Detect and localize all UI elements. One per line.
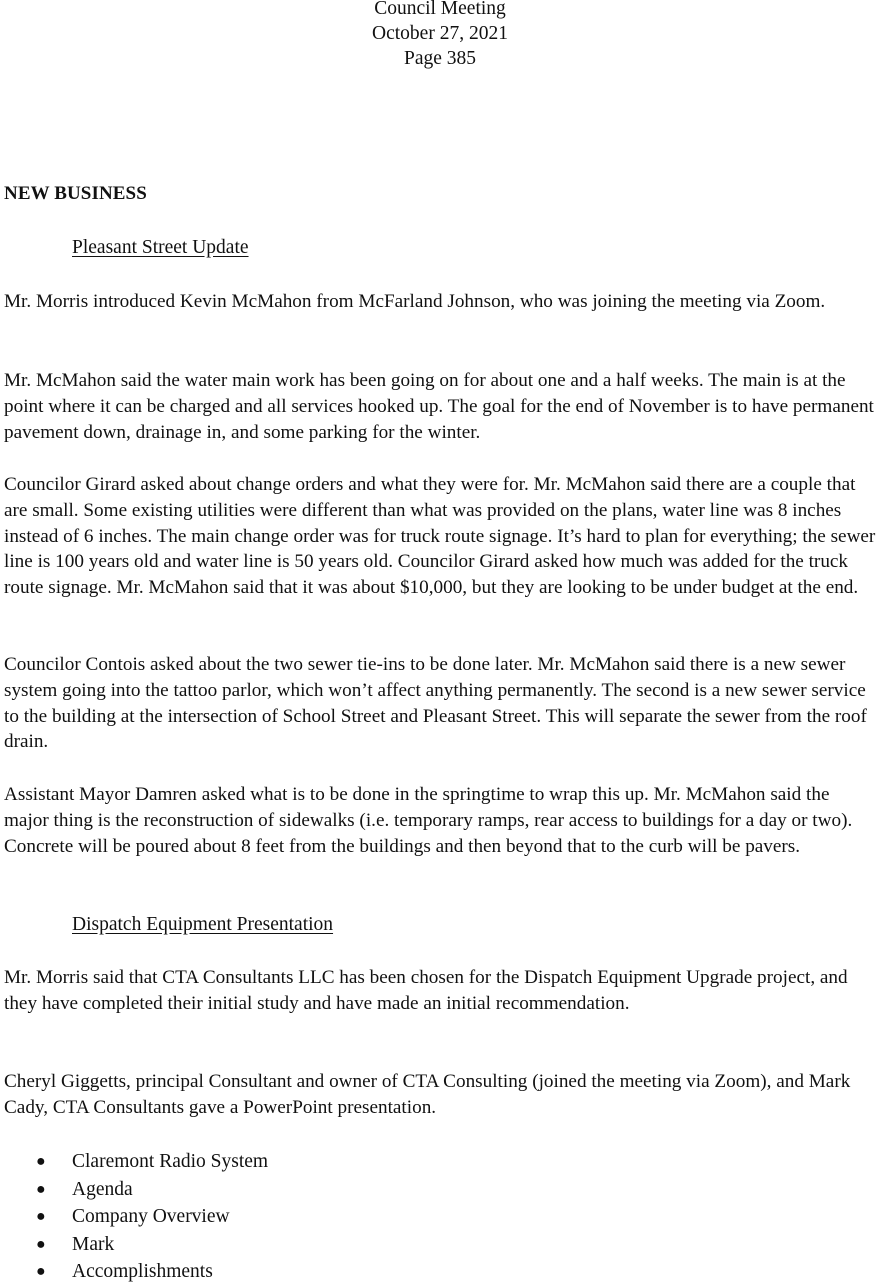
header-page-number: Page 385 bbox=[403, 48, 477, 69]
header-meeting-date: October 27, 2021 bbox=[372, 23, 508, 44]
bullet-icon: ● bbox=[36, 1180, 46, 1198]
header-meeting-title: Council Meeting bbox=[374, 0, 506, 19]
subsection-title-pleasant-street: Pleasant Street Update bbox=[72, 237, 249, 258]
list-item: ● Company Overview bbox=[0, 1203, 268, 1231]
section-heading-new-business: NEW BUSINESS bbox=[4, 183, 147, 204]
subsection-title-dispatch-equipment: Dispatch Equipment Presentation bbox=[72, 914, 334, 935]
presentation-topics-list bbox=[0, 1148, 268, 1286]
bullet-icon: ● bbox=[36, 1208, 46, 1226]
paragraph-sewer-tie-ins: Councilor Contois asked about the two sewer tie-ins to be done later. Mr. McMahon said there is a new sewer system going into the tattoo parlor, which won’t affect anything permanently. The second is a new sewer service to the building at the intersection of School Street and Pleasant Street. This will separate the sewer from the roof drain. bbox=[4, 654, 867, 753]
list-item: ● Agenda bbox=[0, 1176, 268, 1204]
paragraph-intro-mcmahon: Mr. Morris introduced Kevin McMahon from McFarland Johnson, who was joining the meeting via Zoom. bbox=[4, 291, 826, 312]
paragraph-water-main: Mr. McMahon said the water main work has been going on for about one and a half weeks. The main is at the point where it can be charged and all services hooked up. The goal for the end of November is to have permanent pavement down, drainage in, and some parking for the winter. bbox=[4, 370, 874, 443]
list-item: ● Accomplishments bbox=[0, 1258, 268, 1286]
list-item: ● Mark bbox=[0, 1231, 268, 1259]
paragraph-change-orders: Councilor Girard asked about change orders and what they were for. Mr. McMahon said there are a couple that are small. Some existing utilities were different than what was provided on the plans, water line was 8 inches instead of 6 inches. The main change order was for truck route signage. It’s hard to plan for everything; the sewer line is 100 years old and water line is 50 years old. Councilor Girard asked how much was added for the truck route signage. Mr. McMahon said that it was about $10,000, but they are looking to be under budget at the end. bbox=[4, 474, 876, 599]
paragraph-springtime-work: Assistant Mayor Damren asked what is to be done in the springtime to wrap this up. Mr. McMahon said the major thing is the reconstruction of sidewalks (i.e. temporary ramps, rear access to buildings for a day or two). Concrete will be poured about 8 feet from the buildings and then beyond that to the curb will be pavers. bbox=[4, 784, 853, 857]
paragraph-cta-chosen: Mr. Morris said that CTA Consultants LLC has been chosen for the Dispatch Equipment Upgrade project, and they have completed their initial study and have made an initial recommendation. bbox=[4, 967, 848, 1014]
bullet-icon: ● bbox=[36, 1153, 46, 1170]
bullet-icon: ● bbox=[36, 1263, 46, 1281]
paragraph-presentation: Cheryl Giggetts, principal Consultant and owner of CTA Consulting (joined the meeting via Zoom), and Mark Cady, CTA Consultants gave a PowerPoint presentation. bbox=[4, 1071, 851, 1118]
bullet-icon: ● bbox=[36, 1235, 46, 1253]
page-header bbox=[0, 0, 880, 71]
list-item: ● Claremont Radio System bbox=[0, 1148, 268, 1176]
